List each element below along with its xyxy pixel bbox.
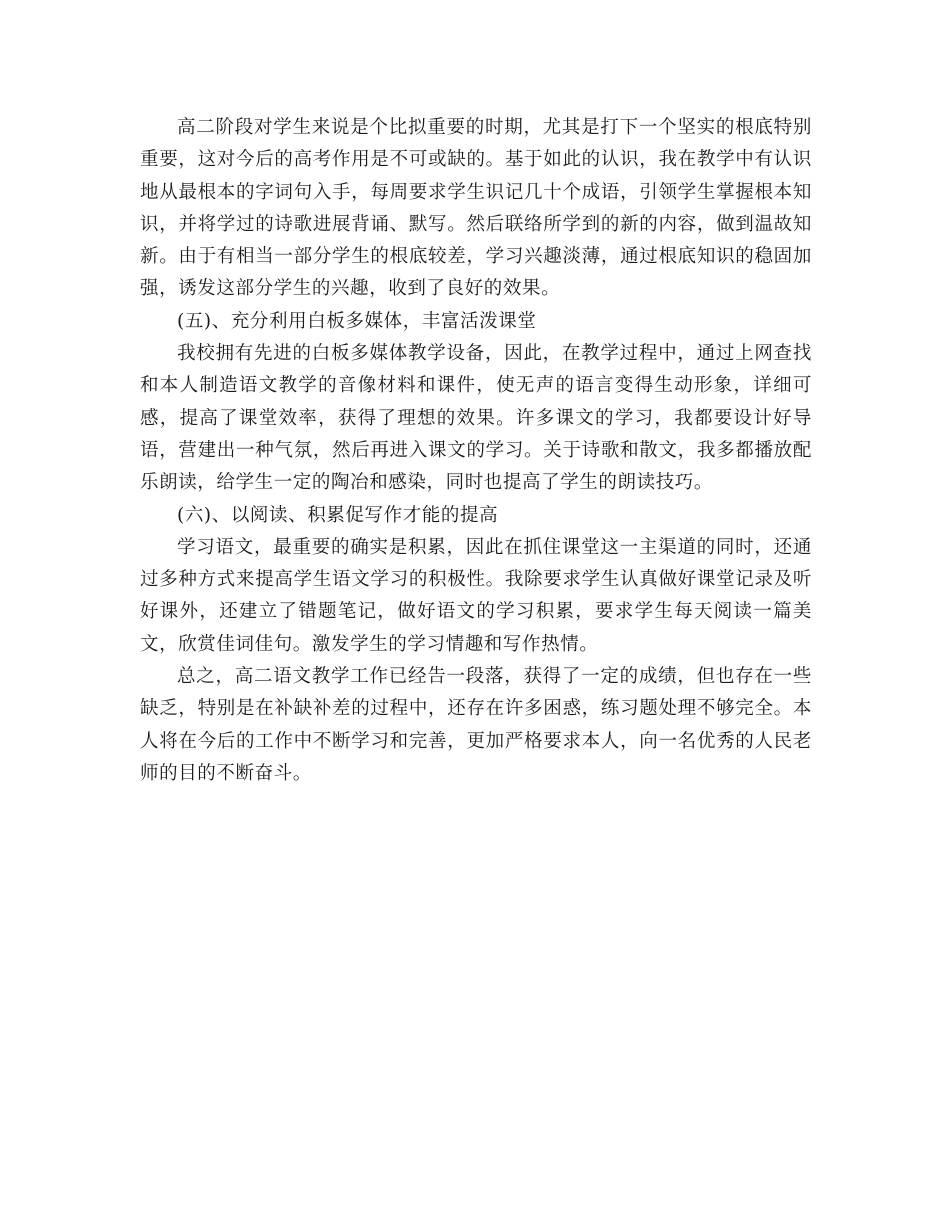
paragraph-conclusion: 总之，高二语文教学工作已经告一段落，获得了一定的成绩，但也存在一些缺乏，特别是在补缺补差的过程中，还存在许多困惑，练习题处理不够完全。本人将在今后的工作中不断学习和完善，更加严格要求本人，向一名优秀的人民老师的目的不断奋斗。 (140, 666, 812, 784)
section-heading-6: (六)、以阅读、积累促写作才能的提高 (177, 504, 499, 526)
paragraph-reading-accumulation: 学习语文，最重要的确实是积累，因此在抓住课堂这一主渠道的同时，还通过多种方式来提高学生语文学习的积极性。我除要求学生认真做好课堂记录及听好课外，还建立了错题笔记，做好语文的学习积累，要求学生每天阅读一篇美文，欣赏佳词佳句。激发学生的学习情趣和写作热情。 (140, 536, 812, 655)
paragraph-multimedia: 我校拥有先进的白板多媒体教学设备，因此，在教学过程中，通过上网查找和本人制造语文教学的音像材料和课件，使无声的语言变得生动形象，详细可感，提高了课堂效率，获得了理想的效果。许多课文的学习，我都要设计好导语，营建出一种气氛，然后再进入课文的学习。关于诗歌和散文，我多都播放配乐朗读，给学生一定的陶冶和感染，同时也提高了学生的朗读技巧。 (140, 343, 812, 494)
section-heading-5: (五)、充分利用白板多媒体，丰富活泼课堂 (177, 310, 537, 332)
paragraph-foundation-knowledge: 高二阶段对学生来说是个比拟重要的时期，尤其是打下一个坚实的根底特别重要，这对今后的高考作用是不可或缺的。基于如此的认识，我在教学中有认识地从最根本的字词句入手，每周要求学生识记几十个成语，引领学生掌握根本知识，并将学过的诗歌进展背诵、默写。然后联络所学到的新的内容，做到温故知新。由于有相当一部分学生的根底较差，学习兴趣淡薄，通过根底知识的稳固加强，诱发这部分学生的兴趣，收到了良好的效果。 (140, 117, 812, 300)
document-body (140, 112, 812, 790)
